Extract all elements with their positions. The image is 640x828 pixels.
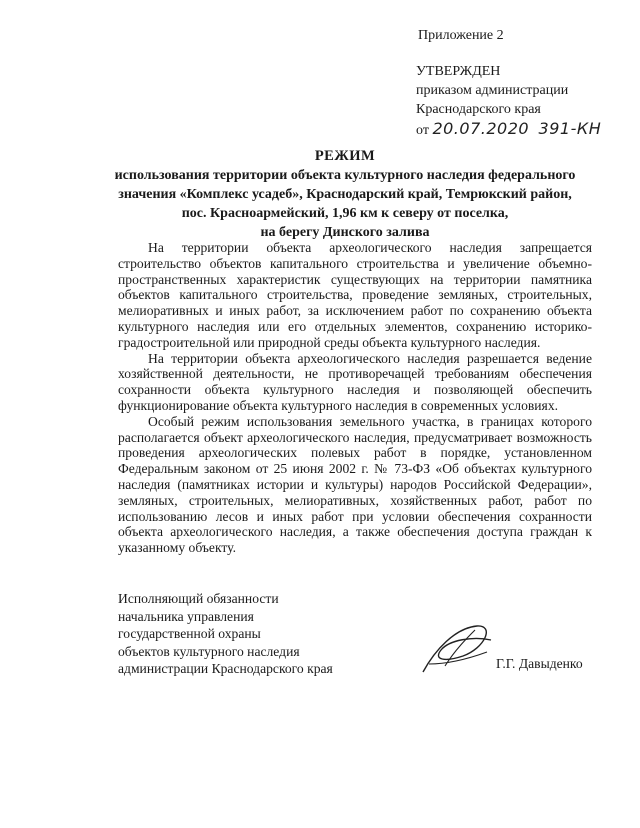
handwritten-signature xyxy=(415,620,505,680)
document-body xyxy=(118,240,592,556)
document-title xyxy=(100,147,590,242)
paragraph-special-regime: Особый режим использования земельного участка, в границах которого располагается объект археологического наследия, предусматривает возможность проведения археологических полевых работ в порядке, установленном Федеральным законом от 25 июня 2002 г. № 73-ФЗ «Об объектах культурного наследия (памятниках истории и культуры) народов Российской Федерации», земляных, строительных, мелиоративных, хозяйственных работ, работ по использованию лесов и иных работ при условии обеспечения сохранности объекта археологического наследия, а также обеспечения доступа граждан к указанному объекту. xyxy=(118,413,592,556)
approval-block xyxy=(416,62,601,140)
approved-heading: УТВЕРЖДЕН xyxy=(416,64,501,79)
paragraph-permissions: На территории объекта археологического наследия разрешается ведение хозяйственной деятельности, не противоречащей требованиям обеспечения сохранности объекта культурного наследия и позволяющей обеспечить функционирование объекта культурного наследия в современных условиях. xyxy=(118,350,592,413)
signatory-name: Г.Г. Давыденко xyxy=(496,656,583,671)
from-prefix: от xyxy=(416,123,429,138)
position-line-3: государственной охраны xyxy=(118,626,261,641)
title-line-1: использования территории объекта культурного наследия федерального xyxy=(114,168,576,183)
appendix-label: Приложение 2 xyxy=(418,28,504,43)
position-line-1: Исполняющий обязанности xyxy=(118,591,279,606)
order-date-line xyxy=(416,119,601,140)
title-line-3: пос. Красноармейский, 1,96 км к северу от поселка, xyxy=(181,206,509,221)
title-heading: РЕЖИМ xyxy=(314,148,376,164)
position-line-2: начальника управления xyxy=(118,608,254,624)
position-line-5: администрации Краснодарского края xyxy=(118,661,333,676)
signatory-position xyxy=(118,590,333,678)
handwritten-date: 20.07.2020 xyxy=(432,119,530,138)
paragraph-prohibitions: На территории объекта археологического наследия запрещается строительство объектов капитального строительства и увеличение объемно-пространственных характеристик существующих на территории памятника объектов капитального строительства, проведение земляных, строительных, мелиоративных и иных работ, за исключением работ по сохранению объекта культурного наследия или его отдельных элементов, сохранению историко-градостроительной или природной среды объекта культурного наследия. xyxy=(118,240,592,350)
title-line-4: на берегу Динского залива xyxy=(260,225,430,240)
handwritten-number: 391-КН xyxy=(538,119,602,138)
title-line-2: значения «Комплекс усадеб», Краснодарский край, Темрюкский район, xyxy=(118,187,572,202)
order-line-2: Краснодарского края xyxy=(416,102,541,117)
position-line-4: объектов культурного наследия xyxy=(118,643,300,659)
order-line-1: приказом администрации xyxy=(416,83,569,98)
